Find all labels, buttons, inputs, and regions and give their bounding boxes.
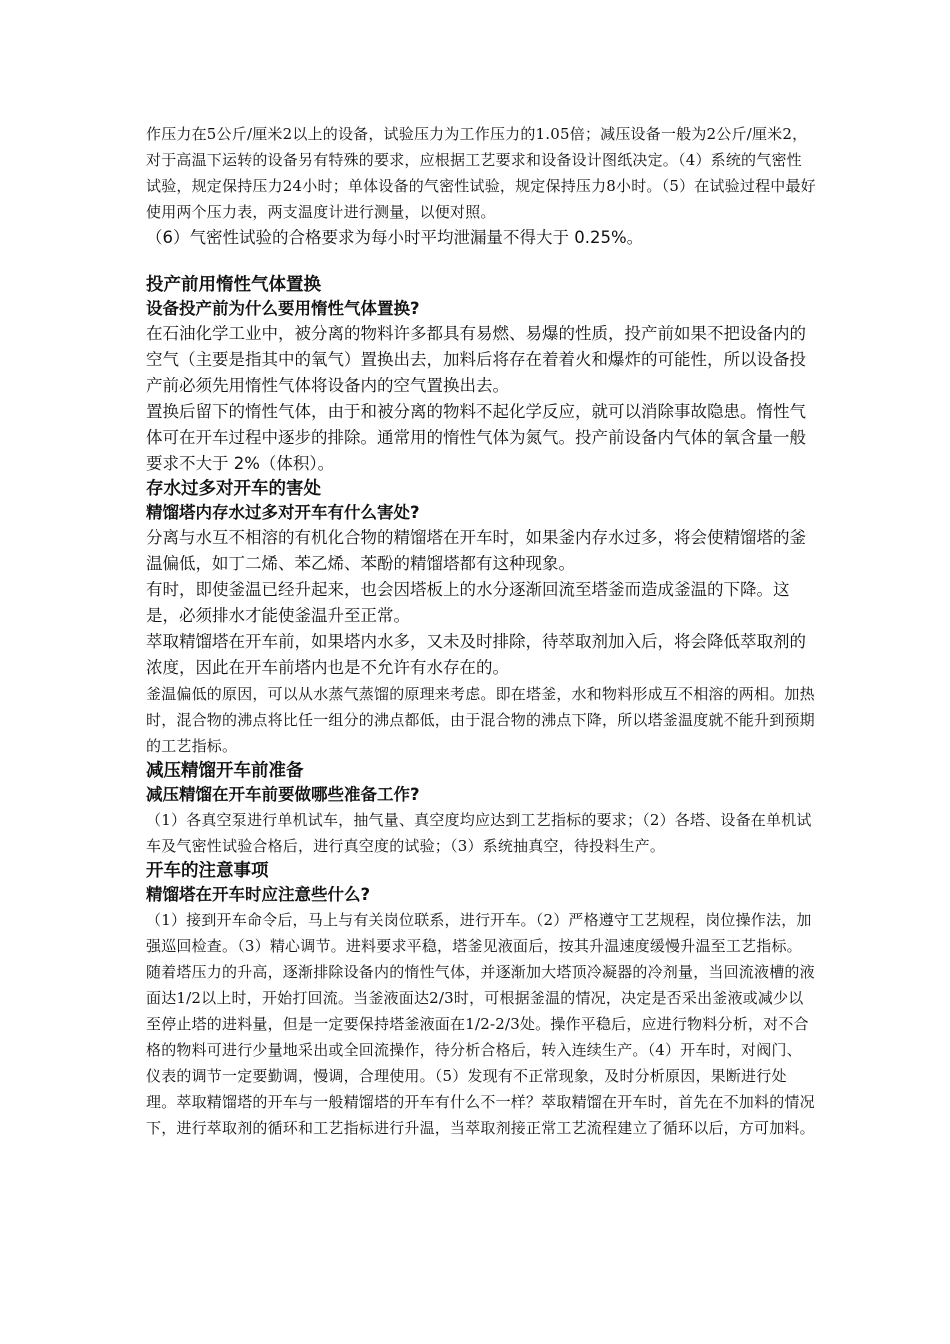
- intro-paragraph-2: （6）气密性试验的合格要求为每小时平均泄漏量不得大于 0.25%。: [146, 228, 644, 247]
- intro-paragraph-1: 作压力在5公斤/厘米2以上的设备，试验压力为工作压力的1.05倍；减压设备一般为2公斤/厘米2，对于高温下运转的设备另有特殊的要求，应根据工艺要求和设备设计图纸决定。（4）系统的气密性试验，规定保持压力24小时；单体设备的气密性试验，规定保持压力8小时。（5）在试验过程中最好使用两个压力表，两支温度计进行测量，以便对照。: [146, 125, 816, 221]
- intro-block: [146, 225, 816, 251]
- section-body-inert-gas: [146, 321, 816, 477]
- paragraph: 釜温偏低的原因，可以从水蒸气蒸馏的原理来考虑。即在塔釜，水和物料形成互不相溶的两相。加热时，混合物的沸点将比任一组分的沸点都低，由于混合物的沸点下降，所以塔釜温度就不能升到预期的工艺指标。: [146, 685, 815, 755]
- section-heading-startup: 开车的注意事项: [146, 861, 269, 881]
- paragraph: 有时，即使釜温已经升起来，也会因塔板上的水分逐渐回流至塔釜而造成釜温的下降。这是，必须排水才能使釜温升至正常。: [146, 580, 790, 625]
- section-heading-vacuum: 减压精馏开车前准备: [146, 761, 304, 781]
- paragraph: 萃取精馏塔在开车前，如果塔内水多，又未及时排除，待萃取剂加入后，将会降低萃取剂的浓度，因此在开车前塔内也是不允许有水存在的。: [146, 632, 806, 677]
- spacer: [146, 251, 816, 271]
- paragraph: 分离与水互不相溶的有机化合物的精馏塔在开车时，如果釜内存水过多，将会使精馏塔的釜温偏低，如丁二烯、苯乙烯、苯酚的精馏塔都有这种现象。: [146, 528, 806, 573]
- section-body-water: [146, 525, 816, 681]
- paragraph: （1）各真空泵进行单机试车，抽气量、真空度均应达到工艺指标的要求；（2）各塔、设备在单机试车及气密性试验合格后，进行真空度的试验；（3）系统抽真空，待投料生产。: [146, 811, 812, 855]
- section-question-inert-gas: 设备投产前为什么要用惰性气体置换?: [146, 299, 420, 318]
- section-heading-inert-gas: 投产前用惰性气体置换: [146, 275, 321, 295]
- section-question-vacuum: 减压精馏在开车前要做哪些准备工作?: [146, 785, 420, 804]
- paragraph: 置换后留下的惰性气体，由于和被分离的物料不起化学反应，就可以消除事故隐患。惰性气体可在开车过程中逐步的排除。通常用的惰性气体为氮气。投产前设备内气体的氧含量一般要求不大于 2%（体积）。: [146, 402, 806, 473]
- paragraph: （1）接到开车命令后，马上与有关岗位联系，进行开车。（2）严格遵守工艺规程，岗位操作法，加强巡回检查。（3）精心调节。进料要求平稳，塔釜见液面后，按其升温速度缓慢升温至工艺指标。随着塔压力的升高，逐渐排除设备内的惰性气体，并逐渐加大塔顶冷凝器的冷剂量，当回流液槽的液面达1/2以上时，开始打回流。当釜液面达2/3时，可根据釜温的情况，决定是否采出釜液或减少以至停止塔的进料量，但是一定要保持塔釜液面在1/2-2/3处。操作平稳后，应进行物料分析，对不合格的物料可进行少量地采出或全回流操作，待分析合格后，转入连续生产。（4）开车时，对阀门、仪表的调节一定要勤调，慢调，合理使用。（5）发现有不正常现象，及时分析原因，果断进行处理。萃取精馏塔的开车与一般精馏塔的开车有什么不一样？萃取精馏在开车时，首先在不加料的情况下，进行萃取剂的循环和工艺指标进行升温，当萃取剂接正常工艺流程建立了循环以后，方可加料。: [146, 911, 815, 1137]
- paragraph: 在石油化学工业中，被分离的物料许多都具有易燃、易爆的性质，投产前如果不把设备内的空气（主要是指其中的氧气）置换出去，加料后将存在着着火和爆炸的可能性，所以设备投产前必须先用惰性气体将设备内的空气置换出去。: [146, 324, 806, 395]
- section-question-water: 精馏塔内存水过多对开车有什么害处?: [146, 503, 420, 522]
- document-body: [146, 121, 816, 1141]
- section-question-startup: 精馏塔在开车时应注意些什么?: [146, 885, 371, 904]
- section-heading-water: 存水过多对开车的害处: [146, 479, 321, 499]
